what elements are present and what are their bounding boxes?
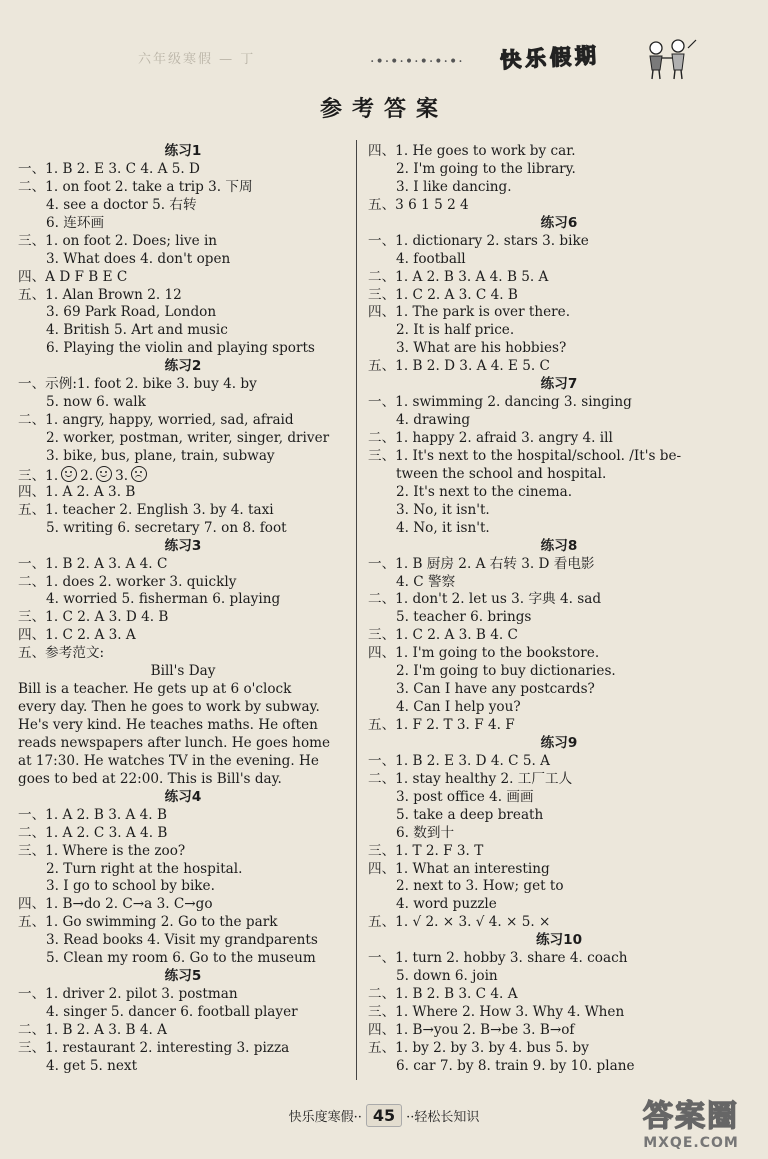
answer-line: 3. No, it isn't.: [396, 501, 490, 518]
answer-line: 4. British 5. Art and music: [46, 322, 228, 339]
watermark-logo-text: 答案圈: [643, 1099, 739, 1134]
answer-line: 6. Playing the violin and playing sports: [46, 340, 315, 357]
answer-line: 二、1. B 2. B 3. C 4. A: [368, 986, 518, 1003]
answer-line: 5. writing 6. secretary 7. on 8. foot: [46, 519, 287, 536]
answer-line: reads newspapers after lunch. He goes home: [18, 734, 331, 751]
page-title: 参考答案: [319, 97, 448, 122]
answer-line: 3. I go to school by bike.: [46, 878, 215, 895]
answer-line: 五、1. B 2. D 3. A 4. E 5. C: [368, 358, 550, 375]
smiley-face-icon: [61, 466, 77, 482]
answer-line: 6. car 7. by 8. train 9. by 10. plane: [396, 1057, 635, 1074]
answer-line: 三、1. T 2. F 3. T: [368, 842, 484, 859]
answer-line: 5. down 6. join: [396, 968, 498, 985]
answer-line: 5. teacher 6. brings: [396, 609, 532, 626]
answer-line: tween the school and hospital.: [396, 465, 607, 482]
answer-line: at 17:30. He watches TV in the evening. He: [18, 752, 319, 769]
answer-line: goes to bed at 22:00. This is Bill's day.: [18, 770, 282, 787]
answer-line-faces: [18, 466, 348, 484]
faces-num-3: 3.: [115, 467, 129, 484]
sad-face-icon: [131, 466, 147, 482]
exercise-heading: 练习8: [540, 537, 578, 554]
answer-line: 6. 连环画: [46, 214, 105, 231]
answer-line: 五、参考范文:: [18, 645, 105, 662]
exercise-heading: 练习2: [164, 358, 202, 375]
answer-line: 四、1. B→do 2. C→a 3. C→go: [18, 896, 213, 913]
watermark: [626, 1091, 756, 1151]
answer-line: He's very kind. He teaches maths. He often: [18, 717, 318, 733]
column-divider: [356, 140, 357, 1080]
answer-line: 二、1. B 2. A 3. B 4. A: [18, 1021, 167, 1038]
answer-line: every day. Then he goes to work by subway.: [18, 699, 320, 716]
answer-line: 5. now 6. walk: [46, 394, 146, 411]
answer-line: 四、1. B→you 2. B→be 3. B→of: [368, 1021, 575, 1038]
answer-line: 5. take a deep breath: [396, 806, 544, 823]
answer-line: 3. bike, bus, plane, train, subway: [46, 447, 275, 464]
answer-line: 2. I'm going to buy dictionaries.: [396, 663, 616, 680]
answer-line: 一、示例:1. foot 2. bike 3. buy 4. by: [18, 376, 257, 393]
answer-line: 五、1. Alan Brown 2. 12: [18, 286, 182, 303]
answer-line: 3. What are his hobbies?: [396, 340, 567, 357]
footer-right-text: ··轻松长知识: [406, 1110, 480, 1125]
answer-line: 三、1. restaurant 2. interesting 3. pizza: [18, 1039, 290, 1056]
watermark-site: MXQE.COM: [643, 1135, 739, 1151]
answer-line: 三、1. C 2. A 3. C 4. B: [368, 286, 518, 303]
answer-line: 一、1. B 2. E 3. D 4. C 5. A: [368, 752, 550, 769]
answer-line: 五、1. Go swimming 2. Go to the park: [18, 914, 278, 931]
answer-line: 3. Can I have any postcards?: [396, 681, 595, 698]
brand-header: [370, 36, 700, 80]
brand-logo-text: 快乐假期: [499, 43, 601, 73]
answer-line: 2. I'm going to the library.: [396, 160, 576, 177]
faint-show-through-text: 六年级寒假 — 丁: [138, 52, 256, 67]
answer-line: 一、1. turn 2. hobby 3. share 4. coach: [368, 950, 628, 967]
answer-line: 2. Turn right at the hospital.: [46, 860, 243, 877]
answer-line: 2. worker, postman, writer, singer, driver: [46, 430, 330, 446]
answer-line: 二、1. angry, happy, worried, sad, afraid: [18, 412, 294, 429]
answer-line: 四、1. What an interesting: [368, 860, 550, 877]
answer-line: 三、1. Where 2. How 3. Why 4. When: [368, 1004, 625, 1020]
answer-line: 4. get 5. next: [46, 1057, 138, 1074]
answer-line: 4. see a doctor 5. 右转: [46, 196, 197, 213]
answer-line: 4. singer 5. dancer 6. football player: [46, 1004, 298, 1020]
left-column: [18, 143, 348, 1076]
answer-line: 五、3 6 1 5 2 4: [368, 196, 469, 213]
answer-line: 五、1. teacher 2. English 3. by 4. taxi: [18, 501, 274, 518]
answer-line: 三、1. C 2. A 3. D 4. B: [18, 609, 169, 626]
answer-line: 四、1. He goes to work by car.: [368, 143, 576, 159]
answer-line: 四、1. The park is over there.: [368, 304, 571, 321]
answer-line: 二、1. A 2. C 3. A 4. B: [18, 824, 168, 841]
answer-line: 四、1. I'm going to the bookstore.: [368, 645, 600, 662]
right-column: [368, 143, 750, 1076]
answer-line: 三、1. C 2. A 3. B 4. C: [368, 627, 518, 644]
answer-line: 6. 数到十: [396, 824, 455, 841]
answer-line: 4. drawing: [396, 412, 471, 429]
answer-line: 二、1. happy 2. afraid 3. angry 4. ill: [368, 430, 613, 446]
exercise-heading: 练习9: [540, 734, 578, 751]
answer-line: 一、1. swimming 2. dancing 3. singing: [368, 394, 632, 411]
faces-prefix: 三、1.: [18, 467, 59, 484]
answer-line: 一、1. B 2. A 3. A 4. C: [18, 555, 168, 572]
answer-line: 4. worried 5. fisherman 6. playing: [46, 591, 281, 608]
answer-line: 4. C 警察: [396, 573, 456, 590]
answer-line: 5. Clean my room 6. Go to the museum: [46, 950, 316, 967]
answer-line: 4. No, it isn't.: [396, 519, 490, 536]
answer-line: 三、1. It's next to the hospital/school. /It's be-: [368, 447, 682, 464]
footer-left-text: 快乐度寒假··: [288, 1110, 362, 1125]
answer-line: 一、1. dictionary 2. stars 3. bike: [368, 232, 589, 249]
answer-line: 五、1. √ 2. × 3. √ 4. × 5. ×: [368, 914, 551, 931]
answer-line: 三、1. on foot 2. Does; live in: [18, 232, 218, 249]
answer-line: 4. word puzzle: [396, 896, 497, 913]
answer-line: 2. It's next to the cinema.: [396, 483, 573, 500]
exercise-heading: 练习6: [540, 214, 578, 231]
page-number: 45: [366, 1104, 402, 1127]
answer-line: 二、1. stay healthy 2. 工厂工人: [368, 770, 573, 787]
answer-line: 五、1. F 2. T 3. F 4. F: [368, 717, 515, 733]
exercise-heading: 练习1: [164, 143, 202, 159]
answer-line: 二、1. does 2. worker 3. quickly: [18, 573, 237, 590]
exercise-heading: 练习5: [164, 968, 202, 985]
answer-line: 一、1. B 厨房 2. A 右转 3. D 看电影: [368, 555, 595, 572]
answer-line: 四、A D F B E C: [18, 268, 128, 285]
kids-cartoon-icon: [640, 36, 700, 80]
exercise-heading: 练习4: [164, 788, 202, 805]
answer-line: 3. post office 4. 画画: [396, 788, 534, 805]
brand-dots: ·•·•·•·•·•·•·: [370, 54, 464, 70]
answer-line: Bill is a teacher. He gets up at 6 o'clock: [18, 681, 292, 698]
faces-num-2: 2.: [80, 467, 94, 484]
answer-line: 一、1. driver 2. pilot 3. postman: [18, 986, 238, 1003]
answer-line: 一、1. A 2. B 3. A 4. B: [18, 806, 167, 823]
answer-line: 二、1. don't 2. let us 3. 字典 4. sad: [368, 591, 602, 608]
answer-line: 3. I like dancing.: [396, 178, 512, 195]
essay-title: Bill's Day: [150, 663, 216, 680]
answer-line: 2. It is half price.: [396, 322, 515, 339]
answer-line: 3. What does 4. don't open: [46, 250, 231, 267]
answer-line: 五、1. by 2. by 3. by 4. bus 5. by: [368, 1039, 589, 1056]
answer-line: 4. Can I help you?: [396, 699, 521, 716]
answer-line: 3. 69 Park Road, London: [46, 304, 217, 321]
exercise-heading: 练习3: [164, 537, 202, 554]
answer-line: 4. football: [396, 250, 466, 267]
answer-line: 三、1. Where is the zoo?: [18, 842, 186, 859]
smiley-face-icon: [96, 466, 112, 482]
answer-line: 二、1. on foot 2. take a trip 3. 下周: [18, 178, 253, 195]
answer-line: 3. Read books 4. Visit my grandparents: [46, 932, 318, 949]
answer-line: 2. next to 3. How; get to: [396, 878, 564, 895]
exercise-heading: 练习7: [540, 376, 578, 393]
exercise-heading: 练习10: [535, 932, 583, 949]
answer-line: 一、1. B 2. E 3. C 4. A 5. D: [18, 160, 200, 177]
answer-line: 四、1. A 2. A 3. B: [18, 483, 136, 500]
answer-line: 四、1. C 2. A 3. A: [18, 627, 136, 644]
answer-line: 二、1. A 2. B 3. A 4. B 5. A: [368, 268, 549, 285]
